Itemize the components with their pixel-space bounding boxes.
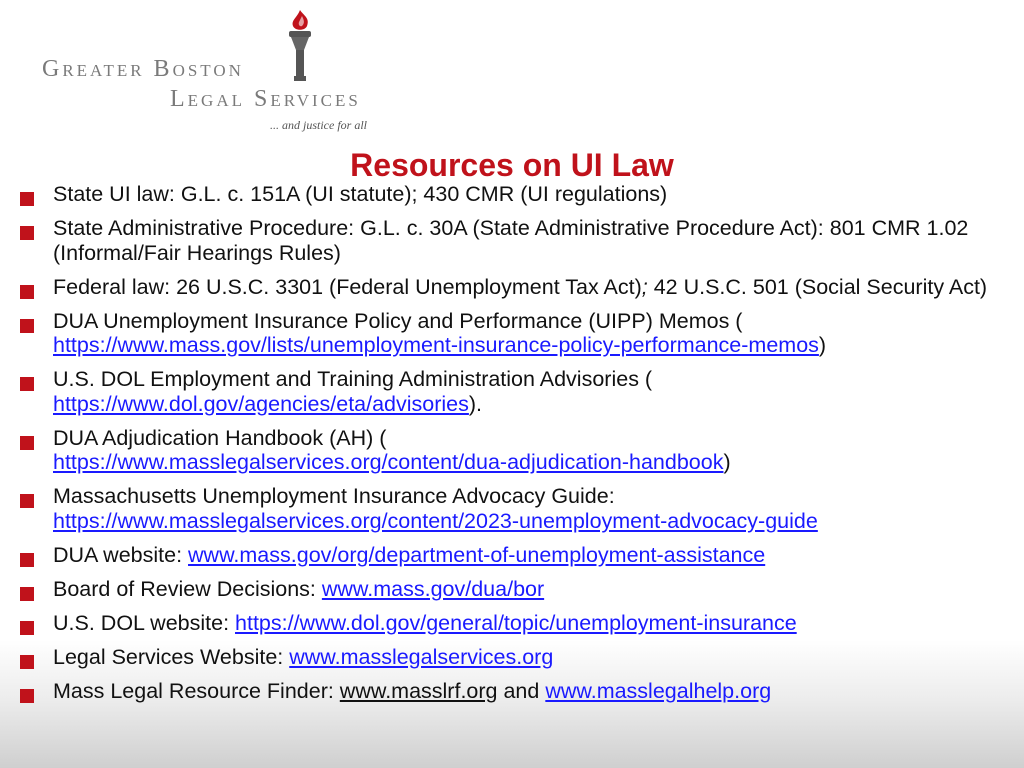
gbls-logo (40, 6, 400, 136)
item-text: ) (723, 450, 731, 474)
item-text: DUA Adjudication Handbook (AH) ( (53, 425, 387, 450)
list-item (20, 611, 1000, 636)
item-text: and (497, 678, 546, 703)
list-item (20, 484, 1000, 533)
square-bullet-icon (20, 436, 34, 450)
eta-advisories-link[interactable]: https://www.dol.gov/agencies/eta/advisories (53, 391, 469, 416)
item-text: Federal law: 26 U.S.C. 3301 (Federal Unemployment Tax Act) (53, 274, 642, 299)
square-bullet-icon (20, 553, 34, 567)
list-item (20, 309, 1000, 358)
square-bullet-icon (20, 587, 34, 601)
dua-website-link[interactable]: www.mass.gov/org/department-of-unemployment-assistance (188, 542, 766, 567)
list-item (20, 679, 1000, 704)
resource-list (20, 182, 1000, 713)
item-text: DUA Unemployment Insurance Policy and Performance (UIPP) Memos ( (53, 308, 743, 333)
list-item (20, 275, 1000, 300)
square-bullet-icon (20, 285, 34, 299)
square-bullet-icon (20, 319, 34, 333)
square-bullet-icon (20, 494, 34, 508)
list-item (20, 577, 1000, 602)
adjudication-handbook-link[interactable]: https://www.masslegalservices.org/content/dua-adjudication-handbook (53, 450, 724, 474)
item-text: U.S. DOL website: (53, 610, 236, 635)
square-bullet-icon (20, 377, 34, 391)
square-bullet-icon (20, 655, 34, 669)
page-title: Resources on UI Law (350, 147, 674, 183)
masslegalhelp-link[interactable]: www.masslegalhelp.org (545, 678, 772, 703)
list-item (20, 426, 1000, 475)
logo-line2: Legal Services (170, 86, 361, 112)
board-of-review-link[interactable]: www.mass.gov/dua/bor (321, 576, 545, 601)
masslrf-link[interactable]: www.masslrf.org (339, 678, 498, 703)
item-text: State Administrative Procedure: G.L. c. 30A (State Administrative Procedure Act): 801 CMR 1.02 (Informal/Fair Hearings Rules) (53, 216, 969, 265)
uipp-memos-link[interactable]: https://www.mass.gov/lists/unemployment-insurance-policy-performance-memos (53, 333, 819, 357)
item-text: ). (468, 391, 483, 416)
item-text: DUA website: (53, 542, 189, 567)
square-bullet-icon (20, 621, 34, 635)
torch-icon (280, 6, 320, 86)
list-item (20, 182, 1000, 207)
item-text: Massachusetts Unemployment Insurance Advocacy Guide: (53, 484, 615, 508)
item-text: U.S. DOL Employment and Training Administration Advisories ( (53, 367, 653, 391)
square-bullet-icon (20, 192, 34, 206)
square-bullet-icon (20, 689, 34, 703)
dol-website-link[interactable]: https://www.dol.gov/general/topic/unemployment-insurance (235, 610, 797, 635)
legal-services-website-link[interactable]: www.masslegalservices.org (289, 644, 554, 669)
item-text-italic: ; (641, 274, 648, 299)
item-text: Board of Review Decisions: (53, 576, 322, 601)
item-text: Mass Legal Resource Finder: (53, 678, 340, 703)
item-text: ) (818, 333, 827, 357)
list-item (20, 543, 1000, 568)
list-item (20, 367, 1000, 416)
list-item (20, 645, 1000, 670)
item-text: State UI law: G.L. c. 151A (UI statute); 430 CMR (UI regulations) (53, 182, 668, 206)
logo-line1: Greater Boston (42, 56, 244, 82)
square-bullet-icon (20, 226, 34, 240)
advocacy-guide-link[interactable]: https://www.masslegalservices.org/content/2023-unemployment-advocacy-guide (53, 508, 818, 533)
list-item (20, 216, 1000, 265)
logo-tagline: ... and justice for all (270, 118, 367, 132)
item-text: 42 U.S.C. 501 (Social Security Act) (647, 274, 988, 299)
item-text: Legal Services Website: (53, 644, 290, 669)
